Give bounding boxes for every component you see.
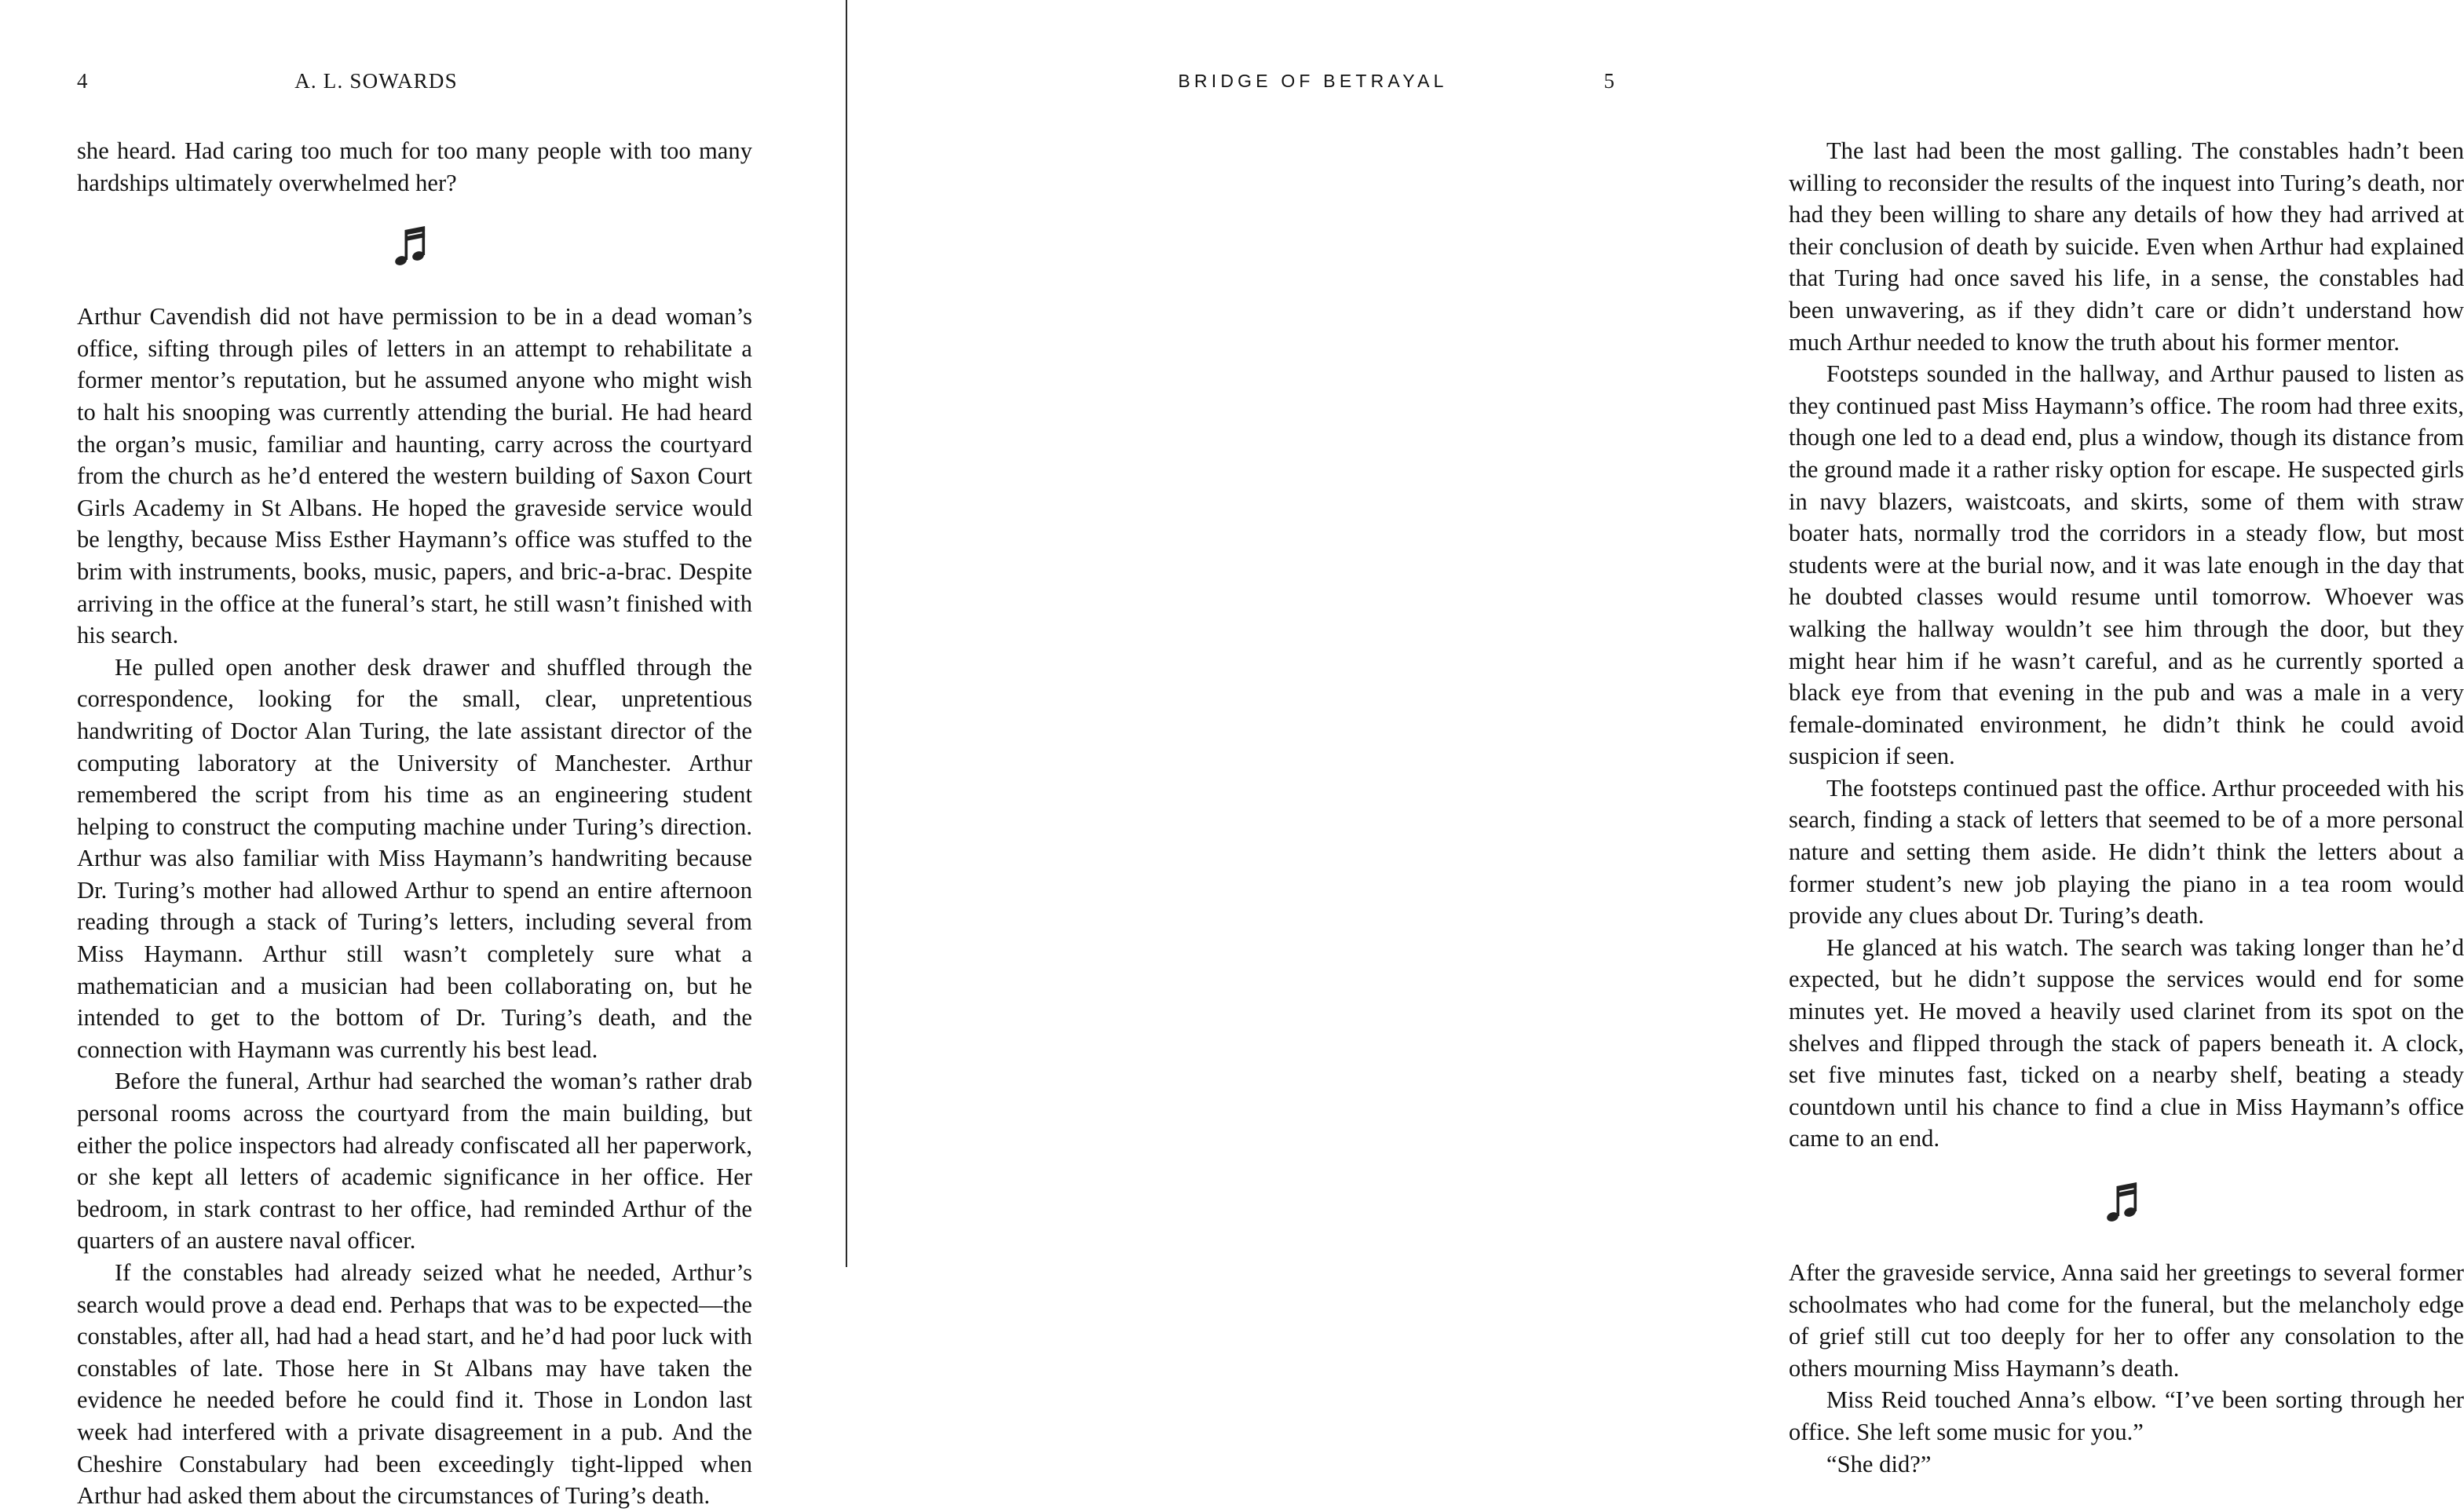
page-number-right: 5 [1603, 69, 1614, 93]
ornament-space-below [77, 269, 752, 301]
paragraph: After the graveside service, Anna said her greetings to several former schoolmates who had come for the funeral, but the melancholy edge of grief still cut too deeply for her to offer any consolation to the others mourning Miss Haymann’s death. [1789, 1259, 2464, 1382]
right-text-block [1789, 135, 2464, 1480]
paragraph: Miss Reid touched Anna’s elbow. “I’ve been sorting through her office. She left some music for you.” [1789, 1386, 2464, 1445]
paragraph: Arthur Cavendish did not have permission to be in a dead woman’s office, sifting through piles of letters in an attempt to rehabilitate a former mentor’s reputation, but he assumed anyone who might wish to halt his snooping was currently attending the burial. He had heard the organ’s music, familiar and haunting, carry across the courtyard from the church as he’d entered the western building of Saxon Court Girls Academy in St Albans. He hoped the graveside service would be lengthy, because Miss Esther Haymann’s office was stuffed to the brim with instruments, books, music, papers, and bric-a-brac. Despite arriving in the office at the funeral’s start, he still wasn’t finished with his search. [77, 303, 752, 649]
paragraph: she heard. Had caring too much for too many people with too many hardships ultimately overwhelmed her? [77, 137, 752, 196]
ornament-space-above [77, 199, 752, 225]
beamed-sixteenth-notes-icon [77, 225, 752, 269]
page-number-left: 4 [77, 69, 88, 93]
left-page [0, 0, 846, 1510]
ornament-space-above [1789, 1155, 2464, 1181]
paragraph: Footsteps sounded in the hallway, and Arthur paused to listen as they continued past Miss Haymann’s office. The room had three exits, though one led to a dead end, plus a window, though its distance from the ground made it a rather risky option for escape. He suspected girls in navy blazers, waistcoats, and skirts, some of them with straw boater hats, normally trod the corridors in a steady flow, but most students were at the burial now, and it was late enough in the day that he doubted classes would resume until tomorrow. Whoever was walking the hallway wouldn’t see him through the door, but they might hear him if he wasn’t careful, and as he currently sported a black eye from that evening in the pub and was a male in a very female-dominated environment, he didn’t think he could avoid suspicion if seen. [1789, 360, 2464, 770]
beamed-sixteenth-notes-icon [1789, 1181, 2464, 1225]
paragraph: “She did?” [1826, 1450, 1932, 1477]
paragraph: Before the funeral, Arthur had searched the woman’s rather drab personal rooms across the courtyard from the main building, but either the police inspectors had already confiscated all her paperwork, or she kept all letters of academic significance in her office. Her bedroom, in stark contrast to her office, had reminded Arthur of the quarters of an austere naval officer. [77, 1068, 752, 1255]
running-head-author: A. L. SOWARDS [294, 69, 458, 93]
right-page [846, 0, 2464, 1477]
running-head-title: BRIDGE OF BETRAYAL [1178, 71, 1448, 91]
ornament-space-below [1789, 1225, 2464, 1257]
paragraph: The last had been the most galling. The constables hadn’t been willing to reconsider the results of the inquest into Turing’s death, nor had they been willing to share any details of how they had arrived at their conclusion of death by suicide. Even when Arthur had explained that Turing had once saved his life, in a sense, the constables had been unwavering, as if they didn’t care or didn’t understand how much Arthur needed to know the truth about his former mentor. [1789, 137, 2464, 356]
paragraph: If the constables had already seized what he needed, Arthur’s search would prove a dead end. Perhaps that was to be expected—the constables, after all, had had a head start, and he’d had poor luck with constables of late. Those here in St Albans may have taken the evidence he needed before he could find it. Those in London last week had interfered with a private disagreement in a pub. And the Cheshire Constabulary had been exceedingly tight-lipped when Arthur had asked them about the circumstances of Turing’s death. [77, 1259, 752, 1510]
left-text-block [77, 135, 752, 1512]
paragraph: The footsteps continued past the office. Arthur proceeded with his search, finding a stack of letters that seemed to be of a more personal nature and setting them aside. He didn’t think the letters about a former student’s new job playing the piano in a tea room would provide any clues about Dr. Turing’s death. [1789, 774, 2464, 929]
paragraph: He glanced at his watch. The search was taking longer than he’d expected, but he didn’t suppose the services would end for some minutes yet. He moved a heavily used clarinet from its spot on the shelves and flipped through the stack of papers beneath it. A clock, set five minutes fast, ticked on a nearby shelf, beating a steady countdown until his chance to find a clue in Miss Haymann’s office came to an end. [1789, 933, 2464, 1152]
paragraph: He pulled open another desk drawer and shuffled through the correspondence, looking for the small, clear, unpretentious handwriting of Doctor Alan Turing, the late assistant director of the computing laboratory at the University of Manchester. Arthur remembered the script from his time as an engineering student helping to construct the computing machine under Turing’s direction. Arthur was also familiar with Miss Haymann’s handwriting because Dr. Turing’s mother had allowed Arthur to spend an entire afternoon reading through a stack of Turing’s letters, including several from Miss Haymann. Arthur still wasn’t completely sure what a mathematician and a musician had been collaborating on, but he intended to get to the bottom of Dr. Turing’s death, and the connection with Haymann was currently his best lead. [77, 653, 752, 1063]
